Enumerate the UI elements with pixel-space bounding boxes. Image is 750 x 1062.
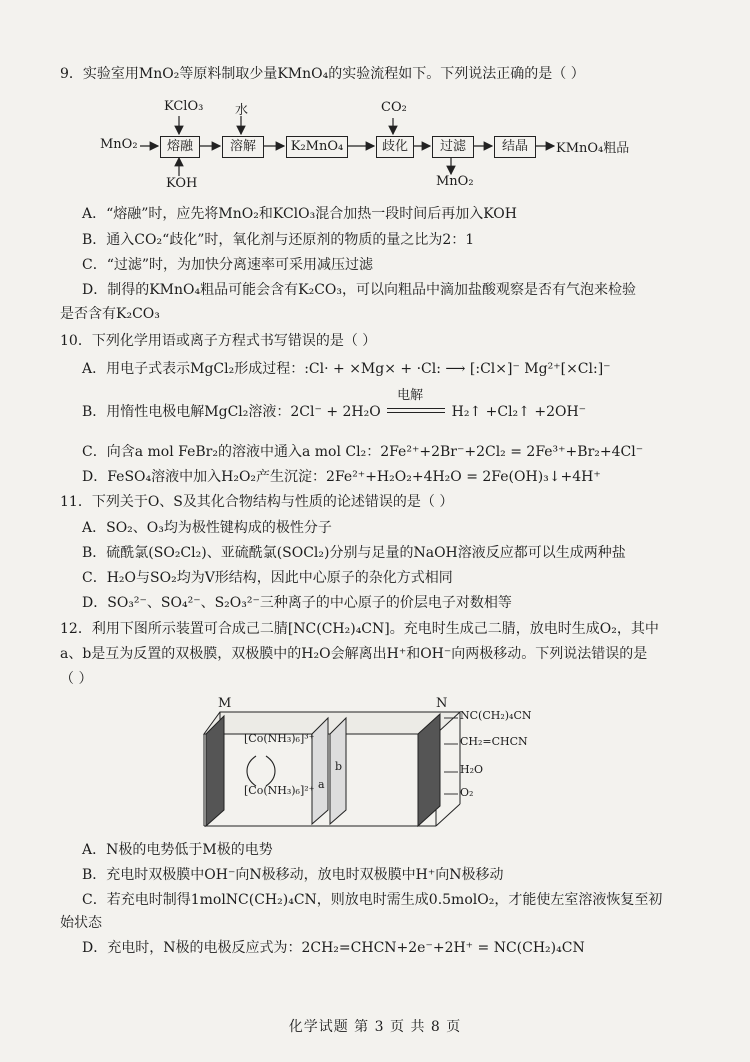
q12-stem-line2: a、b是互为反置的双极膜，双极膜中的H₂O会解离出H⁺和OH⁻向两极移动。下列说法错误的是 <box>60 646 648 662</box>
q11-option-b: B．硫酰氯(SO₂Cl₂)、亚硫酰氯(SOCl₂)分别与足量的NaOH溶液反应都可以生成两种盐 <box>82 545 626 561</box>
q10-option-b <box>82 388 587 422</box>
q10-option-d: D．FeSO₄溶液中加入H₂O₂产生沉淀：2Fe²⁺+H₂O₂+4H₂O = 2Fe(OH)₃↓+4H⁺ <box>82 469 601 485</box>
q9-stem: 9．实验室用MnO₂等原料制取少量KMnO₄的实验流程如下。下列说法正确的是（ ） <box>60 66 585 82</box>
q12-option-d: D．充电时，N极的电极反应式为：2CH₂=CHCN+2e⁻+2H⁺ = NC(CH₂)₄CN <box>82 940 585 956</box>
q11-option-c: C．H₂O与SO₂均为V形结构，因此中心原子的杂化方式相同 <box>82 570 453 586</box>
q12-cell-diagram <box>200 694 580 834</box>
q12-stem-line1: 12．利用下图所示装置可合成己二腈[NC(CH₂)₄CN]。充电时生成己二腈，放电时生成O₂，其中 <box>60 621 659 637</box>
flow-co2: CO₂ <box>381 100 407 115</box>
q10-option-c: C．向含a mol FeBr₂的溶液中通入a mol Cl₂：2Fe²⁺+2Br⁻+2Cl₂ = 2Fe³⁺+Br₂+4Cl⁻ <box>82 444 644 460</box>
q12-option-b: B．充电时双极膜中OH⁻向N极移动，放电时双极膜中H⁺向N极移动 <box>82 867 504 883</box>
co-complex-2plus: [Co(NH₃)₆]²⁺ <box>244 784 315 797</box>
electrode-m-label: M <box>218 696 232 711</box>
flow-water: 水 <box>235 103 249 118</box>
electrolysis-arrow <box>385 388 447 422</box>
flow-step-dissolve: 溶解 <box>222 136 264 158</box>
q9-option-d-cont: 是否含有K₂CO₃ <box>60 306 160 322</box>
q11-option-a: A．SO₂、O₃均为极性键构成的极性分子 <box>82 520 332 536</box>
flow-step-k2mno4: K₂MnO₄ <box>286 136 348 158</box>
page-footer: 化学试题 第 3 页 共 8 页 <box>288 1019 462 1035</box>
flow-step-filter: 过滤 <box>432 136 474 158</box>
flow-mno2-out: MnO₂ <box>436 174 474 189</box>
flow-end: KMnO₄粗品 <box>556 141 630 156</box>
q12-option-a: A．N极的电势低于M极的电势 <box>82 842 273 858</box>
q11-option-d: D．SO₃²⁻、SO₄²⁻、S₂O₃²⁻三种离子的中心原子的价层电子对数相等 <box>82 595 512 611</box>
flow-step-crystallize: 结晶 <box>494 136 536 158</box>
q9-option-d: D．制得的KMnO₄粗品可能会含有K₂CO₃，可以向粗品中滴加盐酸观察是否有气泡来检验 <box>82 282 636 298</box>
q12-option-c: C．若充电时制得1molNC(CH₂)₄CN，则放电时需生成0.5molO₂，才能使左室溶液恢复至初 <box>82 892 663 908</box>
q9-option-a: A．“熔融”时，应先将MnO₂和KClO₃混合加热一段时间后再加入KOH <box>82 206 517 222</box>
membrane-a-label: a <box>318 778 325 791</box>
electrode-n-label: N <box>436 696 448 711</box>
q12-stem-line3: （ ） <box>60 671 93 687</box>
q10-stem: 10．下列化学用语或离子方程式书写错误的是（ ） <box>60 333 377 349</box>
flow-step-disproportionate: 歧化 <box>376 136 414 158</box>
label-adiponitrile: NC(CH₂)₄CN <box>460 709 532 722</box>
q11-stem: 11．下列关于O、S及其化合物结构与性质的论述错误的是（ ） <box>60 494 454 510</box>
q12-option-c-cont: 始状态 <box>60 915 102 931</box>
q10-option-a: A．用电子式表示MgCl₂形成过程：:Cl· + ×Mg× + ·Cl: ⟶ [:Cl×]⁻ Mg²⁺[×Cl:]⁻ <box>82 361 611 377</box>
flow-start: MnO₂ <box>100 137 138 152</box>
q9-option-c: C．“过滤”时，为加快分离速率可采用减压过滤 <box>82 257 374 273</box>
flow-kclo3: KClO₃ <box>164 99 204 114</box>
label-acrylonitrile: CH₂=CHCN <box>460 735 528 748</box>
membrane-b-label: b <box>335 760 343 773</box>
q10-option-b-right: H₂↑ +Cl₂↑ +2OH⁻ <box>451 404 587 420</box>
q9-flowchart <box>100 96 710 192</box>
electrolysis-label: 电解 <box>397 388 424 403</box>
label-water: H₂O <box>460 763 484 776</box>
co-complex-3plus: [Co(NH₃)₆]³⁺ <box>244 732 315 745</box>
label-oxygen: O₂ <box>460 786 474 799</box>
q9-option-b: B．通入CO₂“歧化”时，氧化剂与还原剂的物质的量之比为2：1 <box>82 232 475 248</box>
q10-option-b-left: B．用惰性电极电解MgCl₂溶液：2Cl⁻ + 2H₂O <box>82 404 381 420</box>
flow-step-melt: 熔融 <box>160 136 200 158</box>
flow-koh: KOH <box>166 176 198 191</box>
